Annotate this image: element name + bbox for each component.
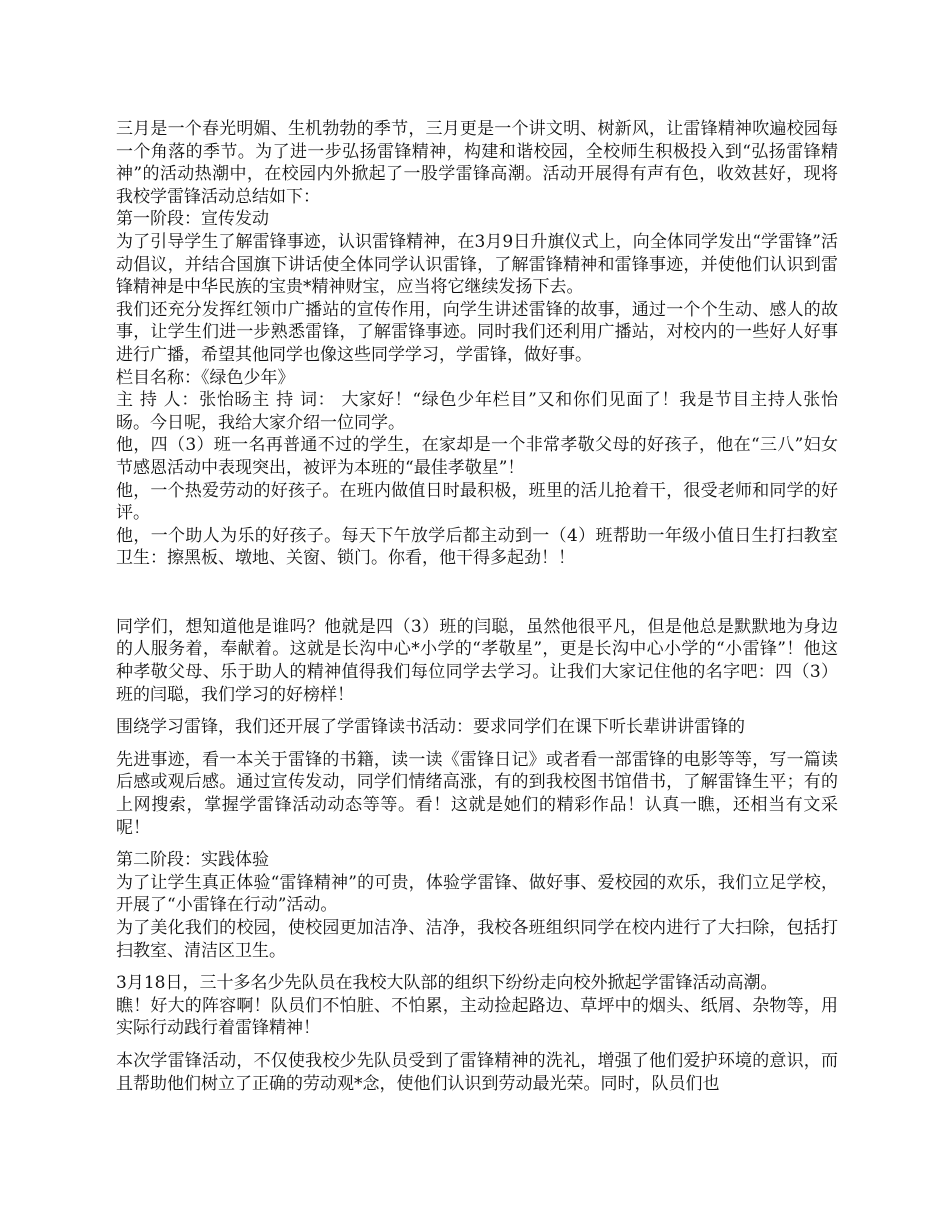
paragraph: 本次学雷锋活动，不仅使我校少先队员受到了雷锋精神的洗礼，增强了他们爱护环境的意识，而且帮助他们树立了正确的劳动观*念，使他们认识到劳动最光荣。同时，队员们也 [116, 1050, 838, 1094]
paragraph: 我们还充分发挥红领巾广播站的宣传作用，向学生讲述雷锋的故事，通过一个个生动、感人的故事，让学生们进一步熟悉雷锋，了解雷锋事迹。同时我们还利用广播站，对校内的一些好人好事进行广播，希望其他同学也像这些同学学习，学雷锋，做好事。 [116, 299, 838, 365]
spacer [116, 570, 838, 616]
spacer [116, 706, 838, 716]
paragraph: 瞧！好大的阵容啊！队员们不怕脏、不怕累，主动捡起路边、草坪中的烟头、纸屑、杂物等，用实际行动践行着雷锋精神！ [116, 995, 838, 1039]
paragraph: 他，一个热爱劳动的好孩子。在班内做值日时最积极，班里的活儿抢着干，很受老师和同学的好评。 [116, 480, 838, 524]
paragraph: 他，一个助人为乐的好孩子。每天下午放学后都主动到一（4）班帮助一年级小值日生打扫教室卫生：擦黑板、墩地、关窗、锁门。你看，他干得多起劲！！ [116, 525, 838, 569]
paragraph-intro: 三月是一个春光明媚、生机勃勃的季节，三月更是一个讲文明、树新风，让雷锋精神吹遍校园每一个角落的季节。为了进一步弘扬雷锋精神，构建和谐校园，全校师生积极投入到“弘扬雷锋精神”的活动热潮中，在校园内外掀起了一股学雷锋高潮。活动开展得有声有色，收效甚好，现将我校学雷锋活动总结如下： [116, 119, 838, 207]
spacer [116, 839, 838, 849]
paragraph: 为了引导学生了解雷锋事迹，认识雷锋精神，在3月9日升旗仪式上，向全体同学发出“学雷锋”活动倡议，并结合国旗下讲话使全体同学认识雷锋，了解雷锋精神和雷锋事迹，并使他们认识到雷锋精神是中华民族的宝贵*精神财宝，应当将它继续发扬下去。 [116, 231, 838, 298]
paragraph: 为了美化我们的校园，使校园更加洁净、洁净，我校各班组织同学在校内进行了大扫除，包括打扫教室、清洁区卫生。 [116, 918, 838, 961]
paragraph: 同学们，想知道他是谁吗？他就是四（3）班的闫聪，虽然他很平凡，但是他总是默默地为身边的人服务着，奉献着。这就是长沟中心*小学的“孝敬星”，更是长沟中心小学的“小雷锋”！他这种孝敬父母、乐于助人的精神值得我们每位同学去学习。让我们大家记住他的名字吧：四（3）班的闫聪，我们学习的好榜样！ [116, 616, 838, 705]
spacer [116, 962, 838, 972]
spacer [116, 1040, 838, 1050]
paragraph: 主 持 人：张怡旸主 持 词： 大家好！“绿色少年栏目”又和你们见面了！我是节目主持人张怡旸。今日呢，我给大家介绍一位同学。 [116, 390, 838, 433]
section-heading-stage-one: 第一阶段：宣传发动 [116, 209, 269, 230]
spacer [116, 739, 838, 749]
paragraph: 他，四（3）班一名再普通不过的学生，在家却是一个非常孝敬父母的好孩子，他在“三八”妇女节感恩活动中表现突出，被评为本班的“最佳孝敬星”！ [116, 435, 838, 478]
paragraph: 3月18日，三十多名少先队员在我校大队部的组织下纷纷走向校外掀起学雷锋活动高潮。 [116, 973, 778, 994]
section-heading-stage-two: 第二阶段：实践体验 [116, 850, 269, 871]
paragraph: 围绕学习雷锋，我们还开展了学雷锋读书活动：要求同学们在课下听长辈讲讲雷锋的 [116, 717, 745, 738]
paragraph: 先进事迹，看一本关于雷锋的书籍，读一读《雷锋日记》或者看一部雷锋的电影等等，写一篇读后感或观后感。通过宣传发动，同学们情绪高涨，有的到我校图书馆借书，了解雷锋生平；有的上网搜索，掌握学雷锋活动动态等等。看！这就是她们的精彩作品！认真一瞧，还相当有文采呢！ [116, 749, 838, 838]
document-body [116, 118, 838, 1095]
paragraph: 为了让学生真正体验“雷锋精神”的可贵，体验学雷锋、做好事、爱校园的欢乐，我们立足学校，开展了“小雷锋在行动”活动。 [116, 872, 838, 916]
program-name: 栏目名称：《绿色少年》 [116, 367, 295, 388]
